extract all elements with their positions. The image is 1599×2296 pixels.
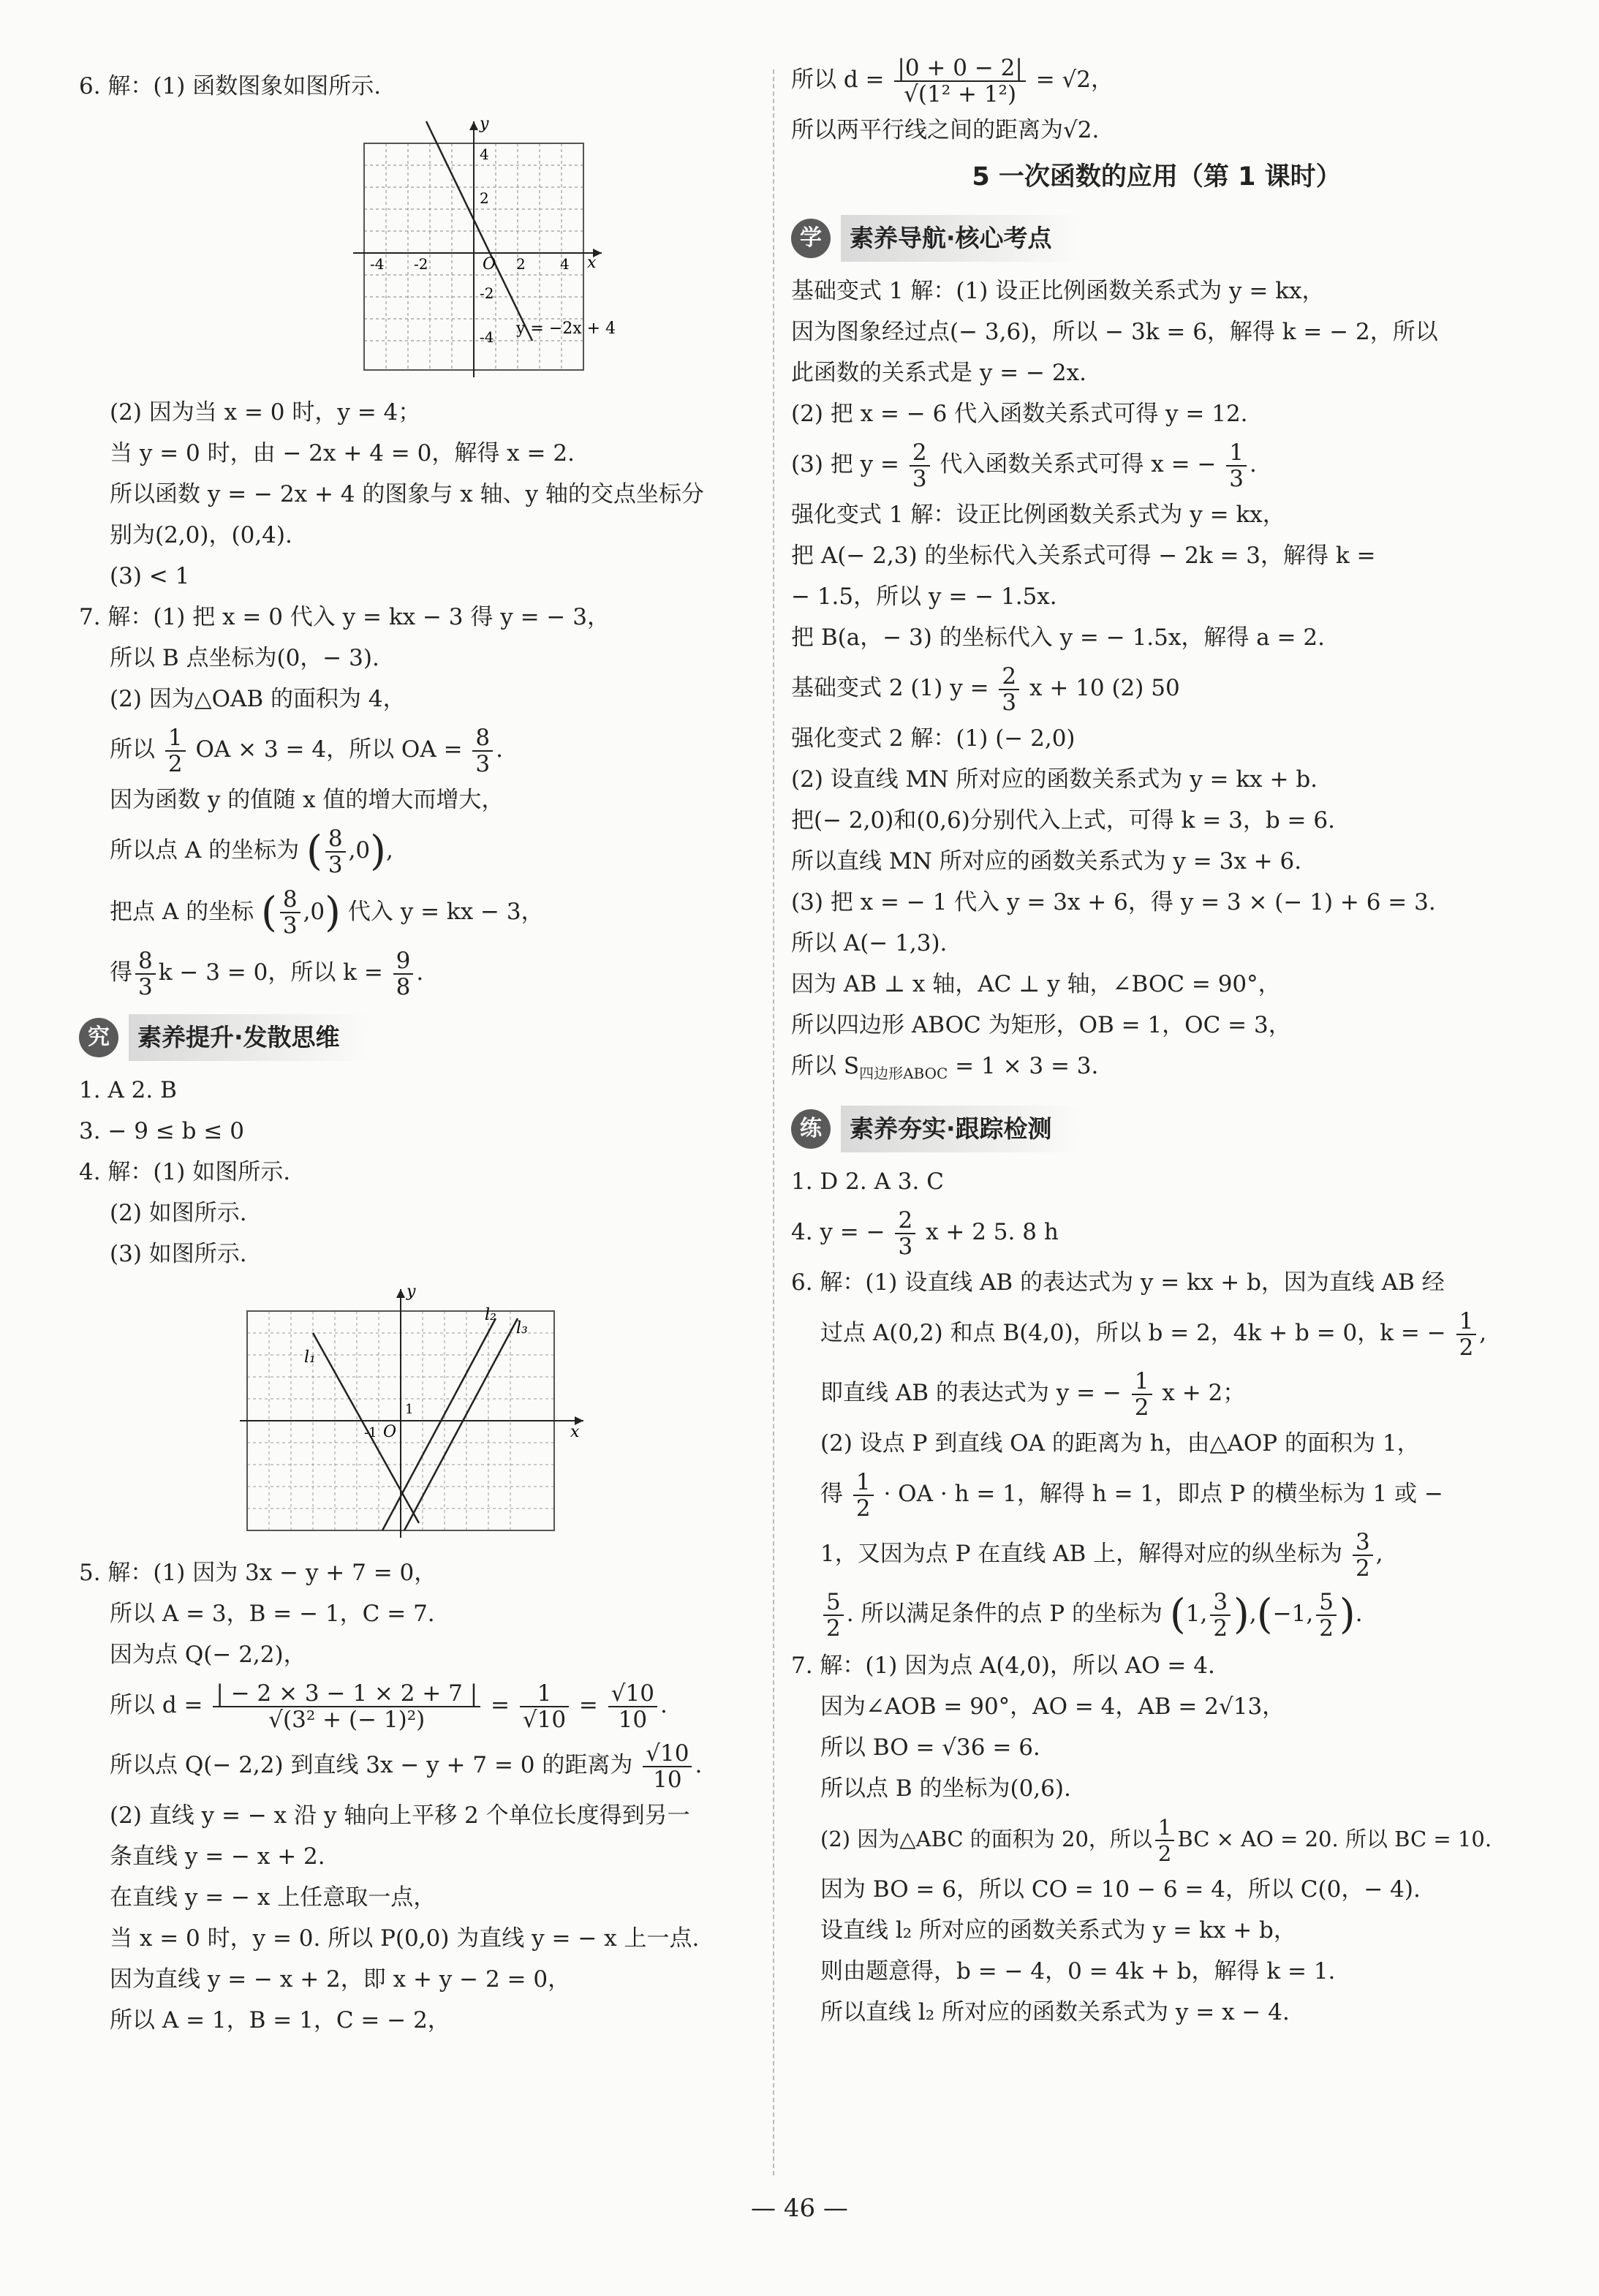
fraction: [213, 1681, 480, 1732]
q6-line3: 当 y = 0 时，由 − 2x + 4 = 0，解得 x = 2.: [110, 440, 575, 467]
text: 把点 A 的坐标: [110, 898, 254, 925]
fraction: [608, 1681, 657, 1732]
numerator: 1: [165, 725, 186, 752]
q6r-line5: [791, 1464, 1522, 1524]
text: 所以点 A 的坐标为: [110, 837, 300, 864]
q7r-line6: 因为 BO = 6，所以 CO = 10 − 6 = 4，所以 C(0，− 4).: [820, 1876, 1421, 1903]
text: x + 10 (2) 50: [1029, 675, 1180, 701]
denominator: 3: [282, 913, 298, 939]
fraction: [325, 826, 346, 877]
section-title: 素养提升·发散思维: [129, 1014, 369, 1061]
q5-line3: 因为点 Q(− 2,2)，: [110, 1642, 306, 1668]
fraction: [1210, 1590, 1231, 1641]
q7r-line7: 设直线 l₂ 所对应的函数关系式为 y = kx + b，: [820, 1917, 1296, 1944]
section-badge: 练: [791, 1109, 831, 1149]
numerator: 2: [895, 1208, 915, 1234]
q7-line8: 得 $\frac{8}{3}$ k − 3 = 0，所以 k = $\frac{9}{8}$ .: [110, 947, 424, 1000]
text: 4. y = −: [791, 1219, 885, 1246]
graph-1-x-label: x: [587, 254, 597, 272]
fraction: [1353, 1530, 1373, 1581]
fraction: [823, 1590, 844, 1641]
fraction: [910, 440, 930, 491]
denominator: 2: [1459, 1334, 1474, 1361]
fraction: [1226, 440, 1247, 491]
b2-line: [791, 658, 1522, 718]
q7r-line8: 则由题意得，b = − 4，0 = 4k + b，解得 k = 1.: [820, 1957, 1336, 1985]
section-title: 素养夯实·跟踪检测: [841, 1106, 1081, 1152]
q5-line7: 条直线 y = − x + 2.: [110, 1843, 325, 1870]
tick-label: 2: [516, 255, 526, 273]
q5-line2: 所以 A = 3，B = − 1，C = 7.: [110, 1601, 435, 1627]
column-divider: [773, 69, 774, 2175]
tick-label: -2: [480, 284, 494, 302]
denominator: √10: [522, 1706, 567, 1733]
q6-line6: (3) < 1: [110, 563, 190, 589]
text: BC × AO = 20. 所以 BC = 10.: [1177, 1826, 1492, 1851]
denominator: √(1² + 1²): [904, 80, 1017, 107]
text: 过点 A(0,2) 和点 B(4,0)，所以 b = 2，4k + b = 0，k = −: [820, 1320, 1446, 1347]
text: · OA · h = 1，解得 h = 1，即点 P 的横坐标为 1 或 −: [883, 1481, 1443, 1508]
fraction: [1316, 1590, 1337, 1641]
q7r-line5: [791, 1809, 1522, 1869]
denominator: 2: [1134, 1394, 1149, 1421]
right-column: [791, 54, 1522, 2033]
denominator: 3: [475, 750, 491, 777]
q6r-line2: 过点 A(0,2) 和点 B(4,0)，所以 b = 2，4k + b = 0，k = − $\frac{1}{2}$ ,: [820, 1307, 1487, 1361]
b1-line3: 此函数的关系式是 y = − 2x.: [791, 360, 1086, 386]
denominator: 3: [328, 851, 343, 878]
text: 代入函数关系式可得 x = −: [940, 451, 1217, 477]
l2-label: l₂: [485, 1306, 496, 1324]
text: 所以点 Q(− 2,2) 到直线 3x − y + 7 = 0 的距离为: [110, 1752, 633, 1778]
numerator: 3: [1210, 1590, 1231, 1616]
denominator: 10: [653, 1766, 682, 1793]
fraction: [393, 948, 414, 1000]
fraction: [894, 56, 1025, 107]
fraction: [165, 725, 186, 777]
text: 得: [820, 1481, 843, 1508]
s2-line8: 所以四边形 ABOC 为矩形，OB = 1，OC = 3，: [791, 1012, 1291, 1038]
q7r-line4: 所以点 B 的坐标为(0,6).: [820, 1775, 1071, 1802]
graph-1-line-label: y = −2x + 4: [516, 320, 616, 338]
graph-2-y-label: y: [407, 1283, 416, 1301]
s2-line1: 强化变式 2 解：(1) (− 2,0): [791, 725, 1076, 752]
lesson-title: 5 一次函数的应用（第 1 课时）: [972, 162, 1342, 192]
q7-line6: 所以点 A 的坐标为 ( $\frac{8}{3}$ ,0),: [110, 825, 393, 878]
text: = √2，: [1035, 67, 1114, 93]
s1-line3: − 1.5，所以 y = − 1.5x.: [791, 584, 1057, 610]
tick-label: 4: [560, 255, 570, 273]
b1-line1: 基础变式 1 解：(1) 设正比例函数关系式为 y = kx，: [791, 278, 1325, 304]
text: 得: [110, 959, 132, 986]
section-header-learn: [791, 214, 1522, 263]
q5-line8: 在直线 y = − x 上任意取一点，: [110, 1884, 436, 1911]
section-badge: 学: [791, 219, 831, 258]
numerator: 1: [1456, 1309, 1477, 1335]
denominator: 2: [1213, 1615, 1228, 1642]
q7-line3: (2) 因为△OAB 的面积为 4，: [110, 686, 406, 712]
q5-line1: 5. 解：(1) 因为 3x − y + 7 = 0，: [79, 1560, 437, 1586]
fraction: [135, 948, 156, 1000]
numerator: 2: [999, 664, 1019, 690]
subscript: 四边形ABOC: [859, 1065, 948, 1083]
numerator: 8: [325, 826, 346, 853]
page-number: — 46 —: [751, 2194, 848, 2223]
denominator: 3: [138, 973, 153, 1000]
text: 所以 d =: [110, 1692, 203, 1718]
graph-2-svg: [240, 1282, 591, 1545]
q6r-line1: 6. 解：(1) 设直线 AB 的表达式为 y = kx + b，因为直线 AB 经: [791, 1269, 1445, 1296]
denominator: 8: [396, 973, 411, 1000]
text: 1，又因为点 P 在直线 AB 上，解得对应的纵坐标为: [820, 1541, 1343, 1568]
fraction: [895, 1208, 915, 1259]
section-title: 素养导航·核心考点: [841, 215, 1081, 262]
q6r-line7: $\frac{5}{2}$ . 所以满足条件的点 P 的坐标为 (1, $\frac{3}{2}$ ),(−1, $\frac{5}{2}$ ).: [791, 1584, 1522, 1645]
b1-line5: (3) 把 y = $\frac{2}{3}$ 代入函数关系式可得 x = − $\frac{1}{3}$ .: [791, 439, 1257, 492]
text: 代入 y = kx − 3，: [347, 898, 544, 925]
numerator: 1: [853, 1470, 874, 1496]
q6-line2: (2) 因为当 x = 0 时，y = 4；: [110, 399, 421, 426]
q5-line11: 所以 A = 1，B = 1，C = − 2，: [110, 2007, 450, 2033]
numerator: 8: [472, 725, 493, 752]
b1-line2: 因为图象经过点(− 3,6)，所以 − 3k = 6，解得 k = − 2，所以: [791, 319, 1438, 345]
s2-line5: (3) 把 x = − 1 代入 y = 3x + 6，得 y = 3 × (− 1) + 6 = 3.: [791, 889, 1436, 915]
s2-line3: 把(− 2,0)和(0,6)分别代入上式，可得 k = 3，b = 6.: [791, 807, 1335, 834]
fraction: [999, 664, 1019, 715]
denominator: 2: [855, 1495, 871, 1522]
text: 即直线 AB 的表达式为 y = −: [820, 1380, 1122, 1407]
ans-4-2: (2) 如图所示.: [110, 1200, 247, 1226]
q7r-line3: 所以 BO = √36 = 6.: [820, 1734, 1040, 1761]
fraction: [280, 887, 300, 938]
denominator: 3: [1229, 465, 1244, 492]
denominator: 2: [826, 1615, 841, 1642]
q6-line1: 6. 解：(1) 函数图象如图所示.: [79, 73, 382, 99]
s2-line4: 所以直线 MN 所对应的函数关系式为 y = 3x + 6.: [791, 848, 1302, 875]
text: x + 2 5. 8 h: [926, 1219, 1059, 1246]
text: OA × 3 = 4，所以 OA =: [195, 736, 463, 763]
q5-line9: 当 x = 0 时，y = 0. 所以 P(0,0) 为直线 y = − x 上一点.: [110, 1925, 700, 1952]
denominator: 2: [1356, 1555, 1370, 1582]
ans-4-5: [791, 1202, 1522, 1262]
s2-line7: 因为 AB ⊥ x 轴，AC ⊥ y 轴，∠BOC = 90°，: [791, 971, 1281, 997]
s2-line9: [791, 1046, 1522, 1094]
text: 所以: [110, 736, 155, 763]
numerator: 3: [1353, 1530, 1373, 1556]
q7r-line2: 因为∠AOB = 90°，AO = 4，AB = 2√13，: [820, 1693, 1285, 1720]
denominator: 3: [1002, 689, 1017, 716]
numerator: 9: [393, 948, 414, 975]
section-badge: 究: [79, 1018, 118, 1057]
fraction: [472, 725, 493, 777]
q6-line4: 所以函数 y = − 2x + 4 的图象与 x 轴、y 轴的交点坐标分: [110, 481, 704, 507]
text: 基础变式 2 (1) y =: [791, 675, 989, 701]
q6r-line6: 1，又因为点 P 在直线 AB 上，解得对应的纵坐标为 $\frac{3}{2}$ ,: [820, 1528, 1383, 1582]
denominator: 10: [618, 1706, 648, 1733]
graph-2: [79, 1282, 759, 1545]
q7-line2: 所以 B 点坐标为(0，− 3).: [110, 645, 379, 671]
ans-4-3: (3) 如图所示.: [110, 1241, 247, 1267]
fraction: [1155, 1815, 1174, 1866]
fraction: [520, 1681, 569, 1732]
tick-label: -2: [414, 255, 428, 273]
tick-label: 2: [480, 189, 489, 207]
l3-label: l₃: [516, 1319, 528, 1337]
section-header-explore: [79, 1013, 759, 1062]
numerator: | − 2 × 3 − 1 × 2 + 7 |: [213, 1681, 480, 1707]
numerator: 5: [1316, 1590, 1337, 1616]
ans-3: 3. − 9 ≤ b ≤ 0: [79, 1118, 244, 1144]
q6-line5: 别为(2,0)，(0,4).: [110, 522, 292, 548]
numerator: 8: [135, 948, 156, 975]
numerator: √10: [608, 1681, 657, 1707]
q7-line7: 把点 A 的坐标 ( $\frac{8}{3}$ ,0) 代入 y = kx − 3，: [110, 886, 544, 939]
numerator: |0 + 0 − 2|: [894, 56, 1025, 82]
text: 所以 d =: [791, 67, 885, 93]
q5-line6: (2) 直线 y = − x 沿 y 轴向上平移 2 个单位长度得到另一: [110, 1802, 690, 1829]
q7-line4: 所以 $\frac{1}{2}$ OA × 3 = 4，所以 OA = $\frac{8}{3}$ .: [110, 724, 504, 777]
l1-label: l₁: [304, 1348, 316, 1367]
text: . 所以满足条件的点 P 的坐标为: [846, 1601, 1163, 1628]
numerator: 1: [1132, 1369, 1152, 1395]
fraction: [1132, 1369, 1152, 1420]
numerator: 8: [280, 887, 300, 913]
s1-line2: 把 A(− 2,3) 的坐标代入关系式可得 − 2k = 3，解得 k =: [791, 543, 1376, 569]
graph-2-x-label: x: [570, 1423, 580, 1441]
tick-label: 1: [405, 1402, 414, 1417]
text: x + 2；: [1162, 1380, 1246, 1407]
numerator: √10: [643, 1741, 692, 1767]
text: (2) 因为△ABC 的面积为 20，所以: [820, 1826, 1152, 1851]
tick-label: -4: [480, 328, 494, 346]
fraction: [643, 1741, 692, 1792]
numerator: 1: [1226, 440, 1247, 467]
ans-4: 4. 解：(1) 如图所示.: [79, 1159, 291, 1185]
numerator: 1: [1155, 1815, 1174, 1841]
s2-line2: (2) 设直线 MN 所对应的函数关系式为 y = kx + b.: [791, 766, 1318, 793]
q7r-line9: 所以直线 l₂ 所对应的函数关系式为 y = x − 4.: [820, 1998, 1290, 2025]
numerator: 2: [910, 440, 930, 467]
graph-1-svg: [291, 114, 616, 385]
tick-label: -1: [364, 1425, 377, 1440]
q5-line4: 所以 d = $\frac{| - 2 \times 3 - 1 \times 2 + 7 |}{\text{√(3² + (− 1)²)}}$ = $\frac{1}{√10}$ = $\frac{√10}{10}$ .: [110, 1680, 668, 1733]
s2-line6: 所以 A(− 1,3).: [791, 930, 948, 956]
graph-2-origin: O: [383, 1423, 397, 1441]
left-column: [79, 66, 759, 2041]
dist-conclusion: 所以两平行线之间的距离为√2.: [791, 117, 1100, 143]
q6r-line4: (2) 设点 P 到直线 OA 的距离为 h，由△AOP 的面积为 1，: [820, 1430, 1420, 1457]
dist-line: [791, 50, 1522, 110]
numerator: 1: [520, 1681, 569, 1707]
denominator: 3: [912, 465, 927, 492]
graph-1-origin: O: [483, 255, 496, 273]
denominator: √(3² + (− 1)²): [268, 1706, 426, 1733]
ans-1-3: 1. D 2. A 3. C: [791, 1168, 944, 1196]
b1-line4: (2) 把 x = − 6 代入函数关系式可得 y = 12.: [791, 401, 1248, 427]
q7-line5: 因为函数 y 的值随 x 值的增大而增大，: [110, 787, 504, 813]
text: (3) 把 y =: [791, 451, 899, 477]
numerator: 5: [823, 1590, 844, 1616]
text: k − 3 = 0，所以 k =: [158, 959, 383, 986]
fraction: [853, 1470, 874, 1521]
q5-line10: 因为直线 y = − x + 2，即 x + y − 2 = 0，: [110, 1966, 571, 1993]
q7-line1: 7. 解：(1) 把 x = 0 代入 y = kx − 3 得 y = − 3，: [79, 604, 610, 630]
s1-line1: 强化变式 1 解：设正比例函数关系式为 y = kx，: [791, 502, 1285, 528]
fraction: [1456, 1309, 1477, 1360]
graph-1: [79, 114, 759, 385]
q5-line5: 所以点 Q(− 2,2) 到直线 3x − y + 7 = 0 的距离为 $\frac{√10}{10}$ .: [110, 1740, 703, 1793]
ans-1: 1. A 2. B: [79, 1077, 177, 1103]
q6r-line3: [791, 1363, 1522, 1423]
tick-label: 4: [480, 146, 489, 163]
tick-label: -4: [370, 255, 385, 273]
s1-line4: 把 B(a，− 3) 的坐标代入 y = − 1.5x，解得 a = 2.: [791, 624, 1325, 651]
graph-1-y-label: y: [480, 115, 489, 133]
text: 所以 S: [791, 1053, 860, 1079]
denominator: 2: [1319, 1615, 1334, 1642]
denominator: 3: [898, 1233, 913, 1260]
text: = 1 × 3 = 3.: [955, 1053, 1099, 1079]
denominator: 2: [1157, 1840, 1172, 1866]
q7r-line1: 7. 解：(1) 因为点 A(4,0)，所以 AO = 4.: [791, 1652, 1215, 1679]
denominator: 2: [167, 750, 183, 777]
section-header-practice: [791, 1104, 1522, 1154]
